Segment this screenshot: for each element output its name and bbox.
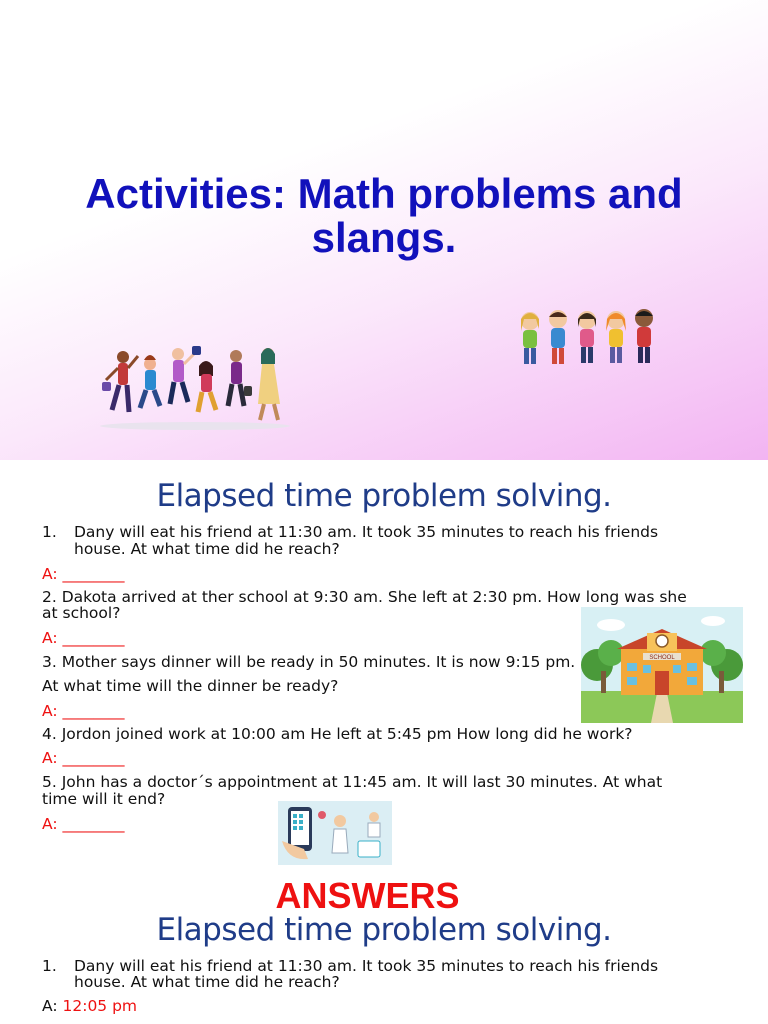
answer-label: A: — [42, 749, 58, 767]
answer-1-number: 1. — [42, 957, 57, 975]
problem-3-answer — [42, 703, 125, 720]
problem-4-line-1: 4. Jordon joined work at 10:00 am He left at 5:45 pm How long did he work? — [42, 725, 633, 743]
answer-blank: ________ — [62, 565, 125, 583]
answer-label: A: — [42, 702, 58, 720]
problem-1-answer — [42, 566, 125, 583]
jumping-people-illustration — [98, 342, 293, 432]
answer-blank: ________ — [62, 629, 125, 647]
problem-1-line-1: Dany will eat his friend at 11:30 am. It took 35 minutes to reach his friends — [74, 523, 659, 541]
answer-value: 12:05 pm — [62, 997, 138, 1015]
problem-3-line-1: 3. Mother says dinner will be ready in 50 minutes. It is now 9:15 pm. — [42, 653, 576, 671]
doctor-app-illustration — [278, 801, 392, 865]
problem-2-line-2: at school? — [42, 604, 121, 622]
answers-section-title: Elapsed time problem solving. — [156, 912, 612, 948]
section-title: Elapsed time problem solving. — [156, 478, 612, 514]
svg-text:SCHOOL: SCHOOL — [649, 655, 675, 661]
problem-1-line-2: house. At what time did he reach? — [74, 540, 340, 558]
page-title: Activities: Math problems and slangs. — [85, 170, 683, 261]
problem-2-answer — [42, 630, 125, 647]
answer-1-line-1: Dany will eat his friend at 11:30 am. It took 35 minutes to reach his friends — [74, 957, 659, 975]
answers-heading: ANSWERS — [275, 875, 460, 916]
school-building-illustration — [581, 607, 743, 723]
problem-4-answer — [42, 750, 125, 767]
answer-label: A: — [42, 565, 58, 583]
problem-5-line-1: 5. John has a doctor´s appointment at 11:45 am. It will last 30 minutes. At what — [42, 773, 663, 791]
problem-2-line-1: 2. Dakota arrived at ther school at 9:30 am. She left at 2:30 pm. How long was she — [42, 588, 687, 606]
school-kids-illustration — [512, 305, 660, 369]
answer-blank: ________ — [62, 702, 125, 720]
answer-blank: ________ — [62, 749, 125, 767]
problem-1-number: 1. — [42, 523, 57, 541]
answer-label: A: — [42, 997, 58, 1015]
answer-label: A: — [42, 629, 58, 647]
problem-5-answer — [42, 816, 125, 833]
problem-3-line-2: At what time will the dinner be ready? — [42, 677, 339, 695]
answer-1-answer — [42, 998, 137, 1015]
problem-5-line-2: time will it end? — [42, 790, 166, 808]
answer-1-line-2: house. At what time did he reach? — [74, 973, 340, 991]
answer-blank: ________ — [62, 815, 125, 833]
answer-label: A: — [42, 815, 58, 833]
